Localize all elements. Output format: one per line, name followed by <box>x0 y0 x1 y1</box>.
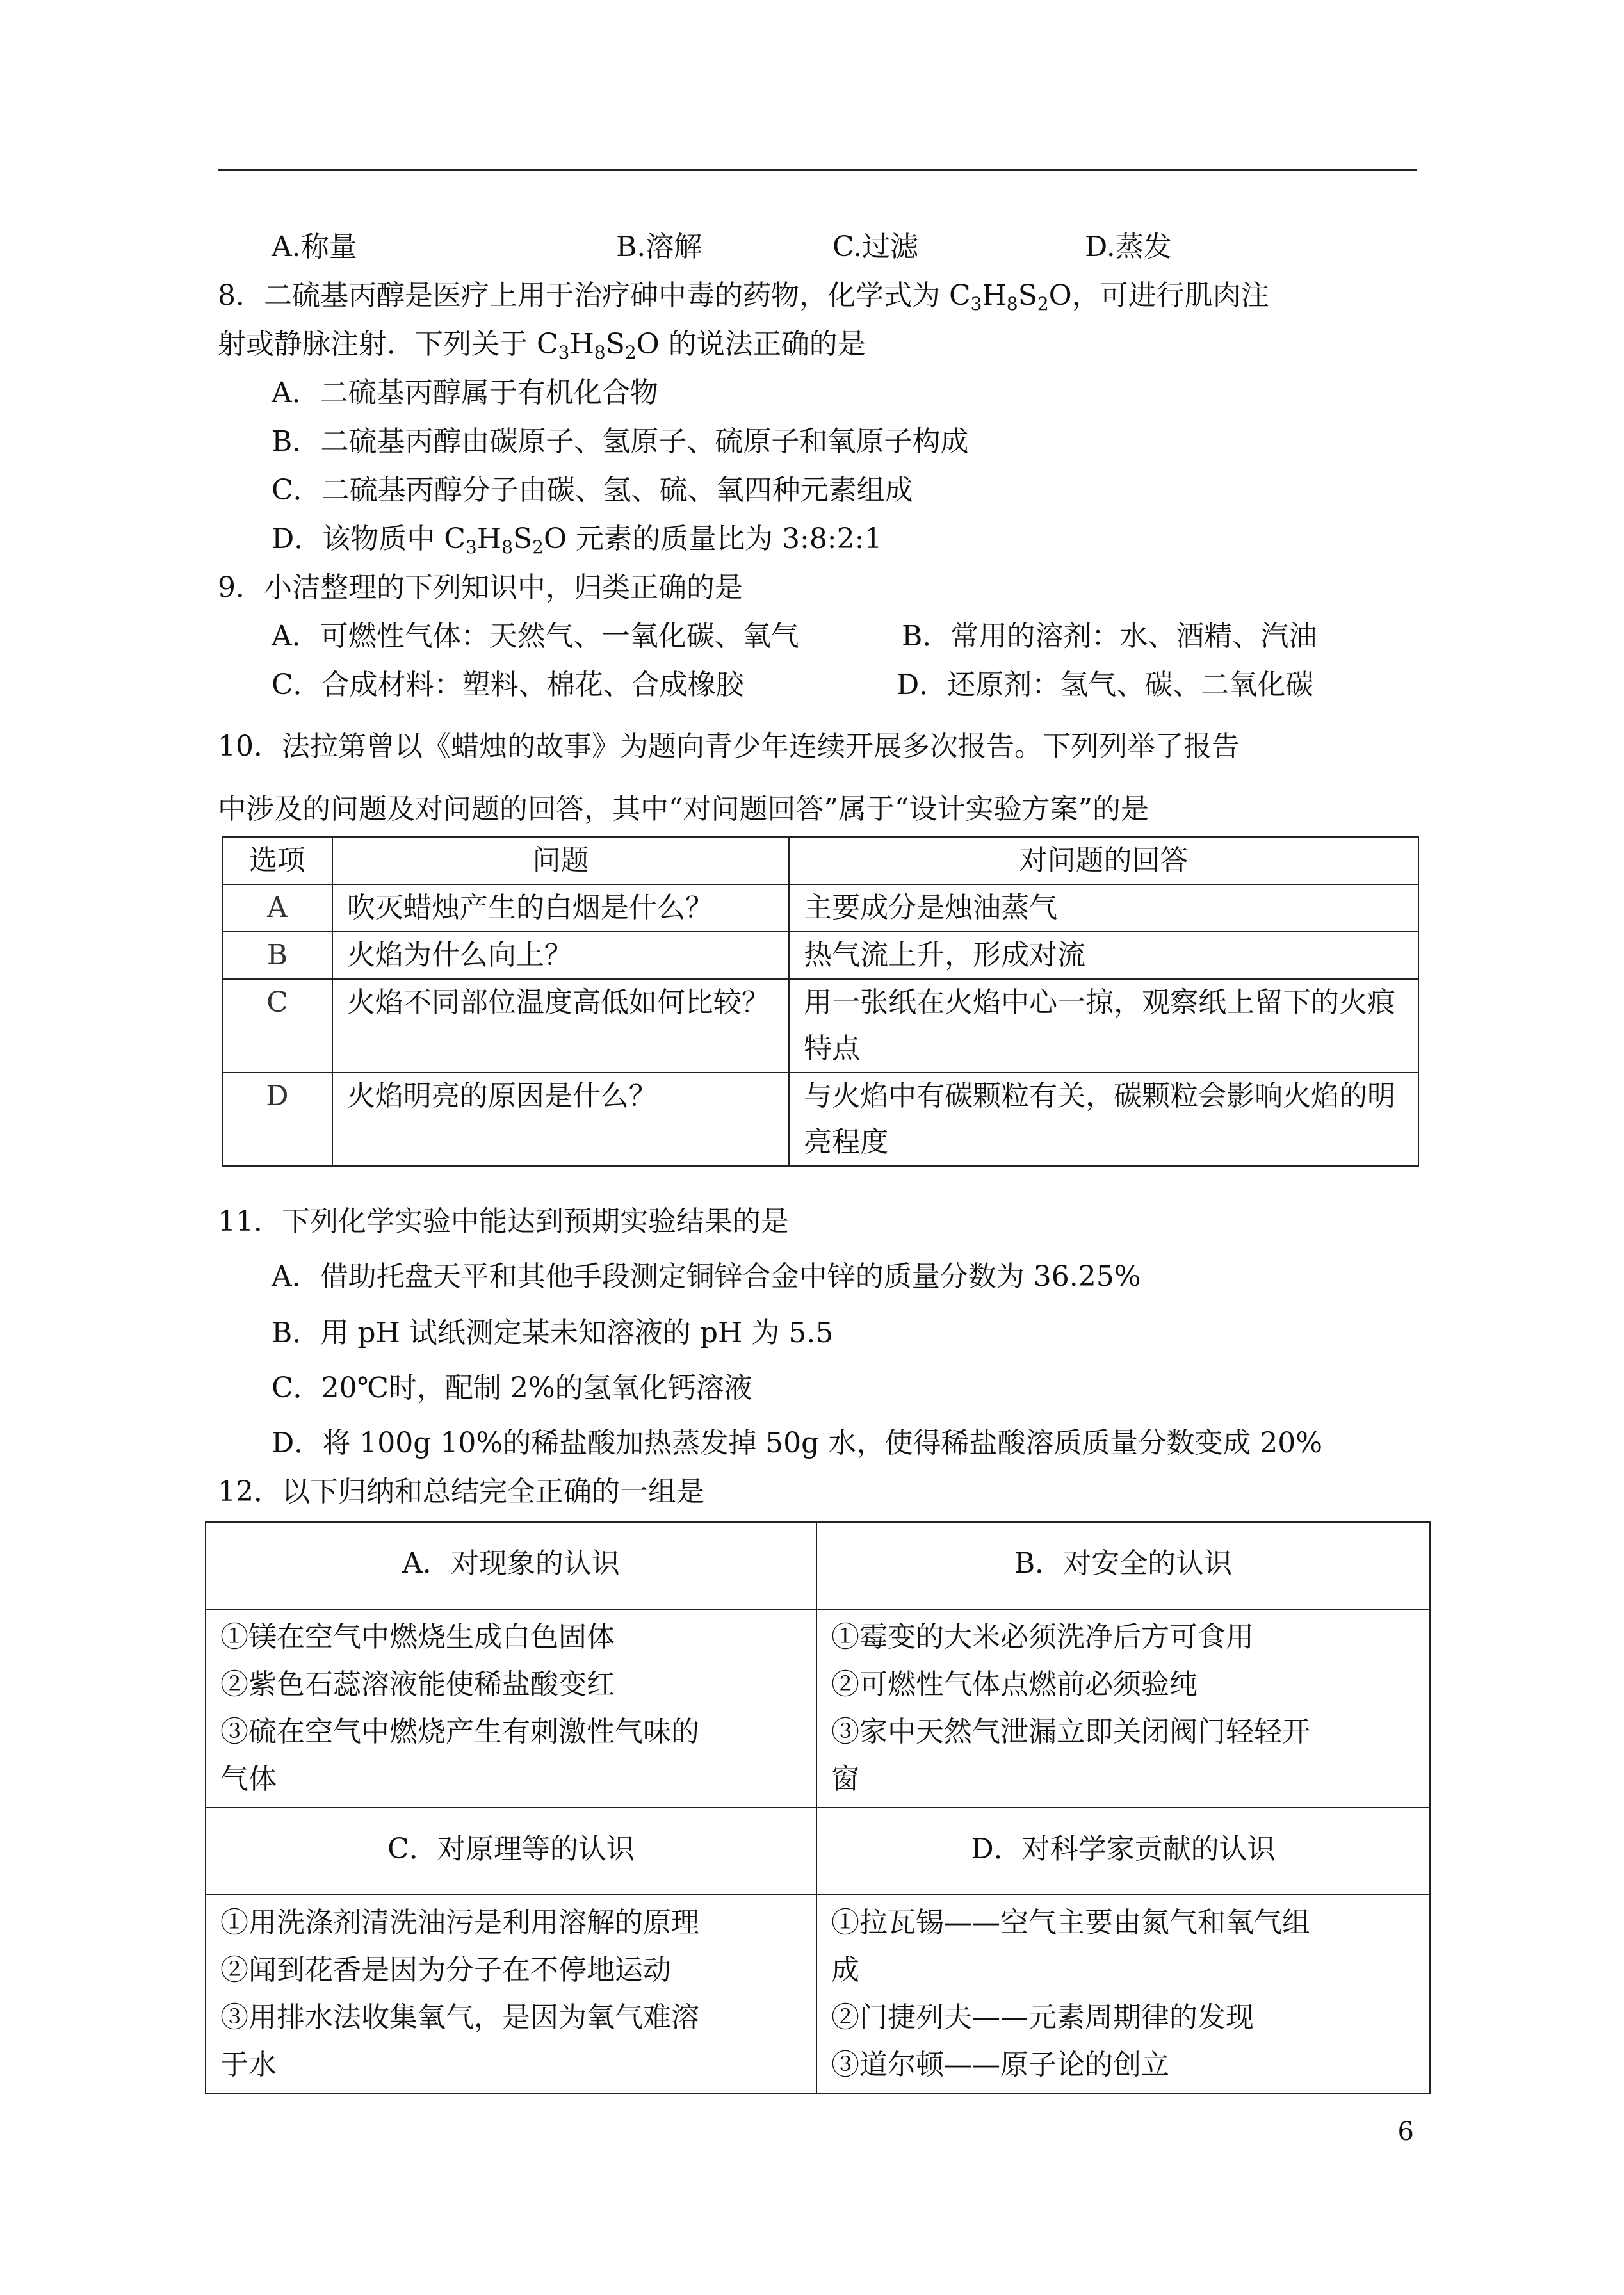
q7-option-b: B.溶解 <box>616 231 702 263</box>
list-item: ③用排水法收集氧气，是因为氧气难溶 <box>220 2001 699 2034</box>
list-item: ①拉瓦锡——空气主要由氮气和氧气组 <box>831 1906 1310 1939</box>
q10-stem-line2: 中涉及的问题及对问题的回答，其中“对问题回答”属于“设计实验方案”的是 <box>218 793 1149 825</box>
table-row <box>222 932 1418 979</box>
table-cell: 火焰不同部位温度高低如何比较？ <box>332 979 789 1073</box>
table-row <box>222 884 1418 932</box>
list-item: ②可燃性气体点燃前必须验纯 <box>831 1668 1198 1701</box>
table-row <box>222 979 1418 1073</box>
q9-option-b: B．常用的溶剂：水、酒精、汽油 <box>902 620 1317 653</box>
list-item: 窗 <box>831 1763 859 1796</box>
q9-option-d: D．还原剂：氢气、碳、二氧化碳 <box>897 669 1314 701</box>
q9-option-c: C．合成材料：塑料、棉花、合成橡胶 <box>272 669 744 701</box>
list-item: ③硫在空气中燃烧产生有刺激性气味的 <box>220 1715 699 1748</box>
list-item: 于水 <box>220 2048 277 2081</box>
table-cell: 与火焰中有碳颗粒有关，碳颗粒会影响火焰的明亮程度 <box>789 1073 1418 1166</box>
table-row <box>222 1073 1418 1166</box>
q7-option-a: A.称量 <box>272 231 357 263</box>
q7-option-c: C.过滤 <box>832 231 919 263</box>
q9-option-a: A．可燃性气体：天然气、一氧化碳、氧气 <box>272 620 799 653</box>
q12-table <box>205 1521 1431 2094</box>
table-cell: B <box>222 932 332 979</box>
q11-option-d: D．将 100g 10%的稀盐酸加热蒸发掉 50g 水，使得稀盐酸溶质质量分数变成 20% <box>272 1427 1323 1459</box>
table-cell <box>816 1609 1430 1808</box>
header-rule <box>218 169 1417 171</box>
q11-option-b: B．用 pH 试纸测定某未知溶液的 pH 为 5.5 <box>272 1317 834 1349</box>
table-header-row <box>222 837 1418 884</box>
table-cell: 火焰为什么向上？ <box>332 932 789 979</box>
q8-stem-line1: 8．二硫基丙醇是医疗上用于治疗砷中毒的药物，化学式为 $C_3H_8S_2O$，可进行肌肉注 <box>218 279 1269 314</box>
q8-option-b: B．二硫基丙醇由碳原子、氢原子、硫原子和氧原子构成 <box>272 425 969 458</box>
table-header-cell: D．对科学家贡献的认识 <box>816 1808 1430 1895</box>
table-cell: 用一张纸在火焰中心一掠，观察纸上留下的火痕特点 <box>789 979 1418 1073</box>
q8-stem-line2: 射或静脉注射．下列关于 $C_3H_8S_2O$ 的说法正确的是 <box>218 328 866 363</box>
table-cell: D <box>222 1073 332 1166</box>
list-item: ③道尔顿——原子论的创立 <box>831 2048 1169 2081</box>
q11-option-a: A．借助托盘天平和其他手段测定铜锌合金中锌的质量分数为 36.25% <box>272 1260 1141 1293</box>
table-cell <box>206 1895 816 2093</box>
list-item: ②门捷列夫——元素周期律的发现 <box>831 2001 1254 2034</box>
list-item: ②闻到花香是因为分子在不停地运动 <box>220 1954 671 1986</box>
q10-table <box>222 836 1419 1167</box>
list-item: ③家中天然气泄漏立即关闭阀门轻轻开 <box>831 1715 1310 1748</box>
table-header-row <box>206 1808 1430 1895</box>
table-row <box>206 1895 1430 2093</box>
table-cell: 吹灭蜡烛产生的白烟是什么？ <box>332 884 789 932</box>
table-header-cell: B．对安全的认识 <box>816 1522 1430 1609</box>
list-item: ②紫色石蕊溶液能使稀盐酸变红 <box>220 1668 615 1701</box>
table-cell <box>206 1609 816 1808</box>
list-item: 气体 <box>220 1763 277 1796</box>
q10-stem-line1: 10．法拉第曾以《蜡烛的故事》为题向青少年连续开展多次报告。下列列举了报告 <box>218 730 1240 763</box>
table-cell: 火焰明亮的原因是什么？ <box>332 1073 789 1166</box>
table-header-cell: A．对现象的认识 <box>206 1522 816 1609</box>
table-cell: 热气流上升，形成对流 <box>789 932 1418 979</box>
q8-option-d: D．该物质中 $C_3H_8S_2O$ 元素的质量比为 3:8:2:1 <box>272 523 882 558</box>
q12-stem: 12．以下归纳和总结完全正确的一组是 <box>218 1475 704 1508</box>
q9-stem: 9．小洁整理的下列知识中，归类正确的是 <box>218 571 743 604</box>
list-item: ①霉变的大米必须洗净后方可食用 <box>831 1621 1254 1653</box>
table-cell: C <box>222 979 332 1073</box>
table-row <box>206 1609 1430 1808</box>
table-header-row <box>206 1522 1430 1609</box>
q7-option-d: D.蒸发 <box>1085 231 1172 263</box>
list-item: 成 <box>831 1954 859 1986</box>
q8-option-c: C．二硫基丙醇分子由碳、氢、硫、氧四种元素组成 <box>272 474 913 507</box>
table-cell <box>816 1895 1430 2093</box>
q11-stem: 11．下列化学实验中能达到预期实验结果的是 <box>218 1205 789 1238</box>
q8-option-a: A．二硫基丙醇属于有机化合物 <box>272 377 658 409</box>
page-number: 6 <box>1397 2117 1414 2146</box>
table-header-cell: 选项 <box>222 837 332 884</box>
table-header-cell: 问题 <box>332 837 789 884</box>
table-header-cell: C．对原理等的认识 <box>206 1808 816 1895</box>
table-cell: A <box>222 884 332 932</box>
table-header-cell: 对问题的回答 <box>789 837 1418 884</box>
table-cell: 主要成分是烛油蒸气 <box>789 884 1418 932</box>
q11-option-c: C．20℃时，配制 2%的氢氧化钙溶液 <box>272 1372 752 1404</box>
list-item: ①用洗涤剂清洗油污是利用溶解的原理 <box>220 1906 699 1939</box>
list-item: ①镁在空气中燃烧生成白色固体 <box>220 1621 615 1653</box>
